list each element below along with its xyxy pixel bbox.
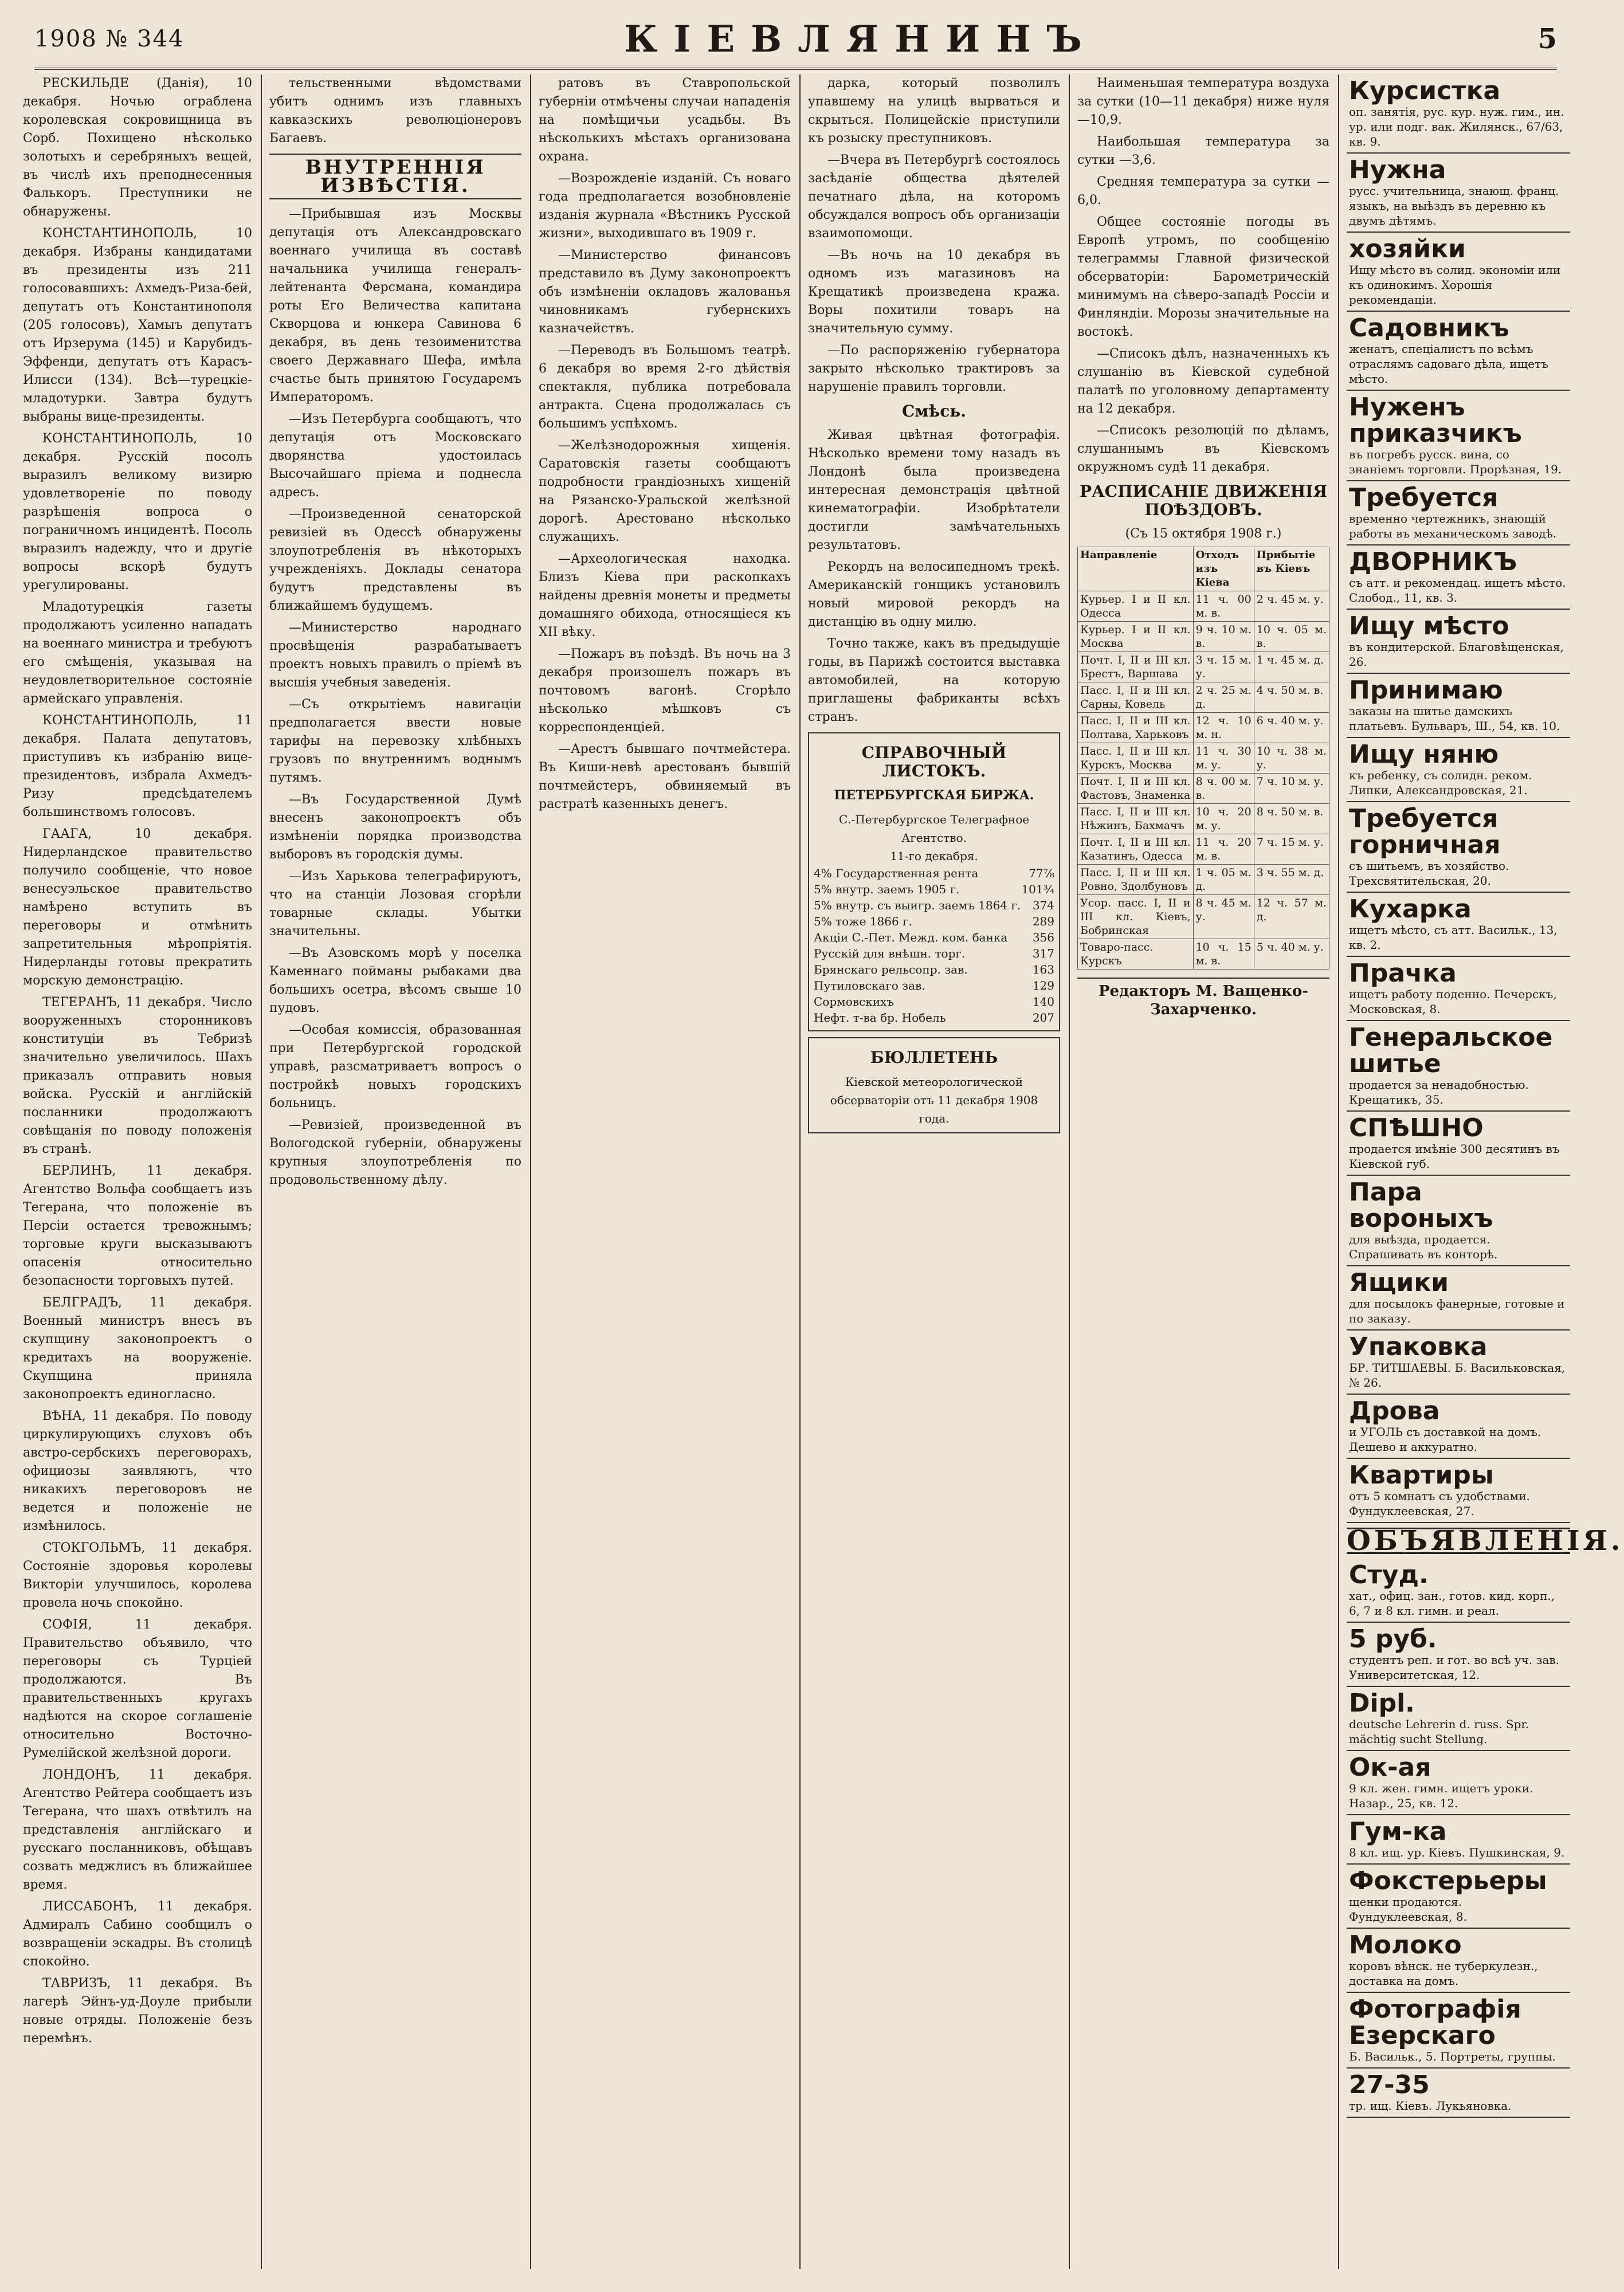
- quote-value: 207: [1032, 1011, 1054, 1025]
- column-divider: [1338, 74, 1339, 2269]
- article-paragraph: —Возрожденіе изданій. Съ новаго года предполагается возобновленіе изданія журнала «Вѣстникъ Русской жизни», выходившаго въ 1909 г.: [539, 171, 791, 241]
- timetable-cell: Почт. I, II и III кл. Фастовъ, Знаменка: [1078, 774, 1194, 804]
- birzha-subtitle: С.-Петербургское Телеграфное Агентство.: [838, 813, 1030, 845]
- editor-line: Редакторъ М. Ващенко-Захарченко.: [1077, 978, 1329, 1022]
- timetable-cell: Усор. пасс. I, II и III кл. Кіевъ, Бобринская: [1078, 895, 1194, 939]
- ad-headline: Ок-ая: [1349, 1753, 1431, 1782]
- ad-text: студентъ реп. и гот. во всѣ уч. зав. Университетская, 12.: [1349, 1653, 1560, 1682]
- article-paragraph: Средняя температура за сутки —6,0.: [1077, 175, 1329, 207]
- classified-ad: [1347, 1623, 1570, 1687]
- ad-headline: 27-35: [1349, 2070, 1430, 2099]
- article-paragraph: Общее состояніе погоды въ Европѣ утромъ, по сообщенію телеграммы Главной физической обсерваторіи: Барометрическій минимумъ на сѣверо-западѣ Россіи и Финляндіи. Морозы значительные на востокѣ.: [1077, 215, 1329, 339]
- classified-ad: [1347, 1993, 1570, 2069]
- ad-text: 8 кл. ищ. ур. Кіевъ. Пушкинская, 9.: [1349, 1846, 1565, 1859]
- article-paragraph: —Археологическая находка. Близъ Кіева при раскопкахъ найдены древнія монеты и предметы домашняго обихода, относящіеся къ XII вѣку.: [539, 552, 791, 639]
- ad-text: заказы на шитье дамскихъ платьевъ. Бульваръ, Ш., 54, кв. 10.: [1349, 704, 1560, 733]
- classified-ad: [1347, 1395, 1570, 1459]
- article-paragraph: —Прибывшая изъ Москвы депутація отъ Александровскаго военнаго училища въ составѣ начальника училища генералъ-лейтенанта Ферсмана, командира роты Его Величества капитана Скворцова и юнкера Савинова 6 декабря, въ день тезоименитства своего Державнаго Шефа, имѣла счастье быть принятою Государемъ Императоромъ.: [269, 207, 521, 405]
- timetable-cell: Курьер. I и II кл. Москва: [1078, 622, 1194, 652]
- column-divider: [799, 74, 801, 2269]
- spravochny-box: [808, 732, 1060, 1031]
- ad-headline: Dipl.: [1349, 1689, 1415, 1718]
- quote-name: Акціи С.-Пет. Межд. ком. банка: [814, 931, 1008, 944]
- timetable-cell: 11 ч. 20 м. в.: [1193, 834, 1254, 865]
- ad-text: щенки продаются. Фундуклеевская, 8.: [1349, 1895, 1467, 1924]
- ad-headline: ДВОРНИКЪ: [1349, 547, 1517, 576]
- article-paragraph: ГААГА, 10 декабря. Нидерландское правительство получило сообщеніе, что новое венесуэльское правительство намѣрено вступить въ переговоры и отмѣнить запретительныя мѣропріятія. Нидерланды готовы прекратить морскую демонстрацію.: [23, 827, 252, 988]
- timetable-cell: 5 ч. 40 м. у.: [1254, 939, 1329, 970]
- article-paragraph: Наименьшая температура воздуха за сутки (10—11 декабря) ниже нуля —10,9.: [1077, 76, 1329, 127]
- quote-row: [814, 978, 1054, 994]
- article-paragraph: ЛОНДОНЪ, 11 декабря. Агентство Рейтера сообщаетъ изъ Тегерана, что шахъ отвѣтилъ на представленія англійскаго и русскаго посланниковъ, обѣщавъ созвать меджлисъ въ ближайшее время.: [23, 1768, 252, 1892]
- ad-headline: Фокстерьеры: [1349, 1866, 1547, 1895]
- classified-ad: [1347, 1176, 1570, 1266]
- ad-headline: Требуется: [1349, 483, 1499, 512]
- column-4: [808, 74, 1060, 2269]
- ad-headline: Ищу мѣсто: [1349, 611, 1509, 641]
- classified-ad: [1347, 391, 1570, 481]
- timetable-cell: 2 ч. 25 м. д.: [1193, 682, 1254, 713]
- page-number: 5: [1537, 23, 1557, 55]
- section-heading: Смѣсь.: [901, 402, 967, 421]
- article-paragraph: Наибольшая температура за сутки —3,6.: [1077, 135, 1329, 167]
- smes-paragraph: Точно также, какъ въ предыдущіе годы, въ Парижѣ состоится выставка автомобилей, на которую приглашены фабриканты всѣхъ странъ.: [808, 637, 1060, 724]
- birzha-date: 11-го декабря.: [890, 849, 978, 863]
- quote-row: [814, 929, 1054, 945]
- article-paragraph: —Министерство финансовъ представило въ Думу законопроектъ объ измѣненіи окладовъ жалованья чиновникамъ губернскихъ казначействъ.: [539, 248, 791, 336]
- ad-headline: СПѢШНО: [1349, 1113, 1484, 1143]
- article-paragraph: —Ревизіей, произведенной въ Вологодской губерніи, обнаружены крупныя злоупотребленія по продовольственному дѣлу.: [269, 1118, 521, 1187]
- timetable-title: РАСПИСАНІЕ ДВИЖЕНІЯ ПОѢЗДОВЪ.: [1079, 482, 1328, 519]
- classified-ad: [1347, 481, 1570, 545]
- quote-name: 5% внутр. заемъ 1905 г.: [814, 882, 960, 896]
- ad-headline: Квартиры: [1349, 1461, 1494, 1490]
- article-paragraph: —Желѣзнодорожныя хищенія. Саратовскія газеты сообщаютъ подробности грандіозныхъ хищеній на Рязанско-Уральской желѣзной дорогѣ. Арестовано нѣсколько служащихъ.: [539, 438, 791, 544]
- article-paragraph: Младотурецкія газеты продолжаютъ усиленно нападать на военнаго министра и требуютъ его смѣщенія, указывая на неудовлетворительное состояніе армейскаго управленія.: [23, 600, 252, 706]
- announcements-heading: ОБЪЯВЛЕНІЯ.: [1347, 1525, 1624, 1557]
- timetable-cell: Пасс. I, II и III кл. Курскъ, Москва: [1078, 743, 1194, 774]
- timetable-row: [1078, 682, 1329, 713]
- quote-row: [814, 881, 1054, 897]
- column-ads: [1347, 74, 1624, 2269]
- classified-ad: [1347, 312, 1570, 391]
- quote-row: [814, 994, 1054, 1010]
- ad-headline: Фотографія Езерскаго: [1349, 1995, 1521, 2050]
- timetable-row: [1078, 591, 1329, 622]
- classified-ad: [1347, 957, 1570, 1021]
- classified-ad: [1347, 545, 1570, 610]
- ad-headline: Дрова: [1349, 1396, 1440, 1426]
- timetable-cell: 10 ч. 20 м. у.: [1193, 804, 1254, 834]
- timetable-cell: 3 ч. 15 м. у.: [1193, 652, 1254, 682]
- article-paragraph: —По распоряженію губернатора закрыто нѣсколько трактировъ за нарушеніе правилъ торговли.: [808, 343, 1060, 394]
- classified-ad: [1347, 1559, 1570, 1623]
- timetable-row: [1078, 743, 1329, 774]
- timetable-cell: 7 ч. 15 м. у.: [1254, 834, 1329, 865]
- quote-row: [814, 1010, 1054, 1026]
- quote-row: [814, 945, 1054, 961]
- quote-value: 129: [1032, 979, 1054, 992]
- article-paragraph: БЕРЛИНЪ, 11 декабря. Агентство Вольфа сообщаетъ изъ Тегерана, что положеніе въ Персіи остается тревожнымъ; торговые круги высказываютъ опасенія относительно безопасности торговыхъ путей.: [23, 1164, 252, 1288]
- timetable-cell: 6 ч. 40 м. у.: [1254, 713, 1329, 743]
- ad-headline: Ящики: [1349, 1268, 1449, 1297]
- smes-paragraph: Живая цвѣтная фотографія. Нѣсколько времени тому назадъ въ Лондонѣ была произведена интересная демонстрація цвѣтной кинематографіи. Изобрѣтатели достигли замѣчательныхъ результатовъ.: [808, 428, 1060, 552]
- article-paragraph: —Въ Азовскомъ морѣ у поселка Каменнаго пойманы рыбаками два большихъ осетра, вѣсомъ свыше 10 пудовъ.: [269, 946, 521, 1015]
- timetable-row: [1078, 774, 1329, 804]
- article-paragraph: —Списокъ резолюцій по дѣламъ, слушаннымъ въ Кіевскомъ окружномъ судѣ 11 декабря.: [1077, 423, 1329, 474]
- ad-headline: Генеральское шитье: [1349, 1023, 1553, 1078]
- article-paragraph: —Переводъ въ Большомъ театрѣ. 6 декабря во время 2-го дѣйствія спектакля, публика потребовала антракта. Сцена продолжалась съ большимъ успѣхомъ.: [539, 343, 791, 431]
- smes-paragraph: Рекордъ на велосипедномъ трекѣ. Американскій гонщикъ установилъ новый мировой рекордъ на дистанцію въ одну милю.: [808, 560, 1060, 629]
- quote-name: Путиловскаго зав.: [814, 979, 925, 992]
- ad-headline: 5 руб.: [1349, 1624, 1437, 1654]
- ad-text: въ кондитерской. Благовѣщенская, 26.: [1349, 640, 1564, 669]
- column-divider: [1069, 74, 1070, 2269]
- article-paragraph: ЛИССАБОНЪ, 11 декабря. Адмиралъ Сабино сообщилъ о возвращеніи эскадры. Въ столицѣ спокойно.: [23, 1899, 252, 1969]
- bulletin-title: БЮЛЛЕТЕНЬ: [870, 1048, 998, 1067]
- quote-value: 101¾: [1021, 882, 1054, 896]
- timetable-cell: 10 ч. 38 м. у.: [1254, 743, 1329, 774]
- timetable-cell: Курьер. I и II кл. Одесса: [1078, 591, 1194, 622]
- quote-name: 5% внутр. съ выигр. заемъ 1864 г.: [814, 898, 1021, 912]
- ad-headline: Кухарка: [1349, 894, 1472, 924]
- article-paragraph: КОНСТАНТИНОПОЛЬ, 11 декабря. Палата депутатовъ, приступивъ къ избранію вице-президентовъ, избрала Ахмедъ-Ризу предсѣдателемъ большинствомъ голосовъ.: [23, 713, 252, 819]
- timetable-cell: 3 ч. 55 м. д.: [1254, 865, 1329, 895]
- article-paragraph: —Въ ночь на 10 декабря въ одномъ изъ магазиновъ на Крещатикѣ произведена кража. Воры похитили товаръ на значительную сумму.: [808, 248, 1060, 336]
- article-paragraph: РЕСКИЛЬДЕ (Данія), 10 декабря. Ночью ограблена королевская сокровищница въ Сорб. Похищено нѣсколько золотыхъ и серебряныхъ вещей, въ числѣ ихъ преподнесенныя Фалькоръ. Преступники не обнаружены.: [23, 76, 252, 219]
- classified-ad: [1347, 610, 1570, 674]
- ad-headline: Гум-ка: [1349, 1817, 1447, 1846]
- classified-ad: [1347, 802, 1570, 893]
- timetable-cell: 11 ч. 30 м. у.: [1193, 743, 1254, 774]
- quote-row: [814, 961, 1054, 978]
- column-3: [539, 74, 791, 2269]
- timetable-cell: Почт. I, II и III кл. Казатинъ, Одесса: [1078, 834, 1194, 865]
- quote-name: Сормовскихъ: [814, 995, 895, 1008]
- classified-ad: [1347, 233, 1570, 312]
- timetable-row: [1078, 804, 1329, 834]
- timetable-cell: 12 ч. 10 м. н.: [1193, 713, 1254, 743]
- ad-headline: Садовникъ: [1349, 313, 1509, 343]
- article-paragraph: КОНСТАНТИНОПОЛЬ, 10 декабря. Избраны кандидатами въ президенты изъ 211 голосовавшихъ: Ахмедъ-Риза-бей, депутатъ отъ Константинополя (205 голосовъ), Хамыъ депутатъ отъ Ирзерума (145) и Карубидъ-Эффенди, депутатъ отъ Карасъ-Илисси (134). Всѣ—турецкіе-младотурки. Завтра будутъ выбраны вице-президенты.: [23, 226, 252, 424]
- classified-ad: [1347, 1815, 1570, 1865]
- timetable-cell: Пасс. I, II и III кл. Полтава, Харьковъ: [1078, 713, 1194, 743]
- quote-value: 356: [1032, 931, 1054, 944]
- issue-number: 1908 № 344: [34, 26, 185, 52]
- article-paragraph: —Произведенной сенаторской ревизіей въ Одессѣ обнаружены злоупотребленія въ нѣкоторыхъ учрежденіяхъ. Доклады сенатора будутъ представлены въ ближайшемъ будущемъ.: [269, 507, 521, 613]
- article-paragraph: —Пожаръ въ поѣздѣ. Въ ночь на 3 декабря произошелъ пожаръ въ почтовомъ вагонѣ. Сгорѣло нѣсколько мѣшковъ съ корреспонденціей.: [539, 647, 791, 735]
- ad-text: съ шитьемъ, въ хозяйство. Трехсвятительская, 20.: [1349, 859, 1509, 888]
- quote-value: 289: [1032, 915, 1054, 928]
- timetable-cell: 7 ч. 10 м. у.: [1254, 774, 1329, 804]
- ad-text: русс. учительница, знающ. франц. языкъ, на выѣздъ въ деревню къ двумъ дѣтямъ.: [1349, 184, 1559, 227]
- ad-text: продается за ненадобностью. Крещатикъ, 35.: [1349, 1078, 1529, 1106]
- page-header: [34, 10, 1557, 70]
- ad-headline: Нужна: [1349, 155, 1446, 185]
- classified-ad: [1347, 1112, 1570, 1176]
- ad-headline: Требуется горничная: [1349, 804, 1501, 859]
- classified-ad: [1347, 674, 1570, 738]
- quote-value: 374: [1032, 898, 1054, 912]
- train-timetable: [1077, 547, 1329, 970]
- ad-headline: хозяйки: [1349, 234, 1466, 264]
- timetable-cell: 11 ч. 00 м. в.: [1193, 591, 1254, 622]
- article-paragraph: ВѢНА, 11 декабря. По поводу циркулирующихъ слуховъ объ австро-сербскихъ переговорахъ, официозы заявляютъ, что никакихъ переговоровъ не ведется и положеніе не измѣнилось.: [23, 1409, 252, 1533]
- article-paragraph: КОНСТАНТИНОПОЛЬ, 10 декабря. Русскій посолъ выразилъ великому визирю удовлетвореніе по поводу разрѣшенія вопроса о пограничномъ инцидентѣ. Посоль выразилъ надежду, что и другіе вопросы вскорѣ будутъ урегулированы.: [23, 431, 252, 592]
- timetable-header: Направленіе: [1078, 547, 1194, 591]
- bulletin-box: [808, 1037, 1060, 1133]
- ad-headline: Прачка: [1349, 959, 1457, 988]
- classified-ad: [1347, 1929, 1570, 1993]
- ad-text: съ атт. и рекомендац. ищетъ мѣсто. Слобод., 11, кв. 3.: [1349, 576, 1566, 605]
- ad-text: оп. занятія, рус. кур. нуж. гим., ин. ур. или подг. вак. Жилянск., 67/63, кв. 9.: [1349, 105, 1564, 148]
- article-paragraph: —Вчера въ Петербургѣ состоялось засѣданіе общества дѣятелей печатнаго дѣла, на которомъ обсуждался вопросъ объ организаціи взаимопомощи.: [808, 153, 1060, 241]
- article-paragraph: —Министерство народнаго просвѣщенія разрабатываетъ проектъ новыхъ правилъ о пріемѣ въ высшія учебныя заведенія.: [269, 621, 521, 690]
- ad-text: ищетъ работу поденно. Печерскъ, Московская, 8.: [1349, 987, 1557, 1016]
- quote-row: [814, 913, 1054, 929]
- column-1: [23, 74, 252, 2269]
- article-paragraph: дарка, который позволилъ упавшему на улицѣ вырваться и скрыться. Полицейскіе приступили къ розыску преступниковъ.: [808, 76, 1060, 146]
- newspaper-title: КІЕВЛЯНИНЪ: [624, 17, 1098, 61]
- timetable-cell: 8 ч. 00 м. в.: [1193, 774, 1254, 804]
- quote-name: Русскій для внѣшн. торг.: [814, 947, 966, 960]
- article-paragraph: —Особая комиссія, образованная при Петербургской городской управѣ, разсматриваетъ вопросъ о постройкѣ новыхъ городскихъ больницъ.: [269, 1023, 521, 1110]
- ad-headline: Нуженъ приказчикъ: [1349, 393, 1522, 448]
- timetable-cell: Почт. I, II и III кл. Брестъ, Варшава: [1078, 652, 1194, 682]
- ad-text: отъ 5 комнатъ съ удобствами. Фундуклеевская, 27.: [1349, 1489, 1530, 1518]
- ad-text: временно чертежникъ, знающій работы въ механическомъ заводѣ.: [1349, 512, 1557, 540]
- quote-value: 317: [1032, 947, 1054, 960]
- timetable-cell: Пасс. I, II и III кл. Нѣжинъ, Бахмачъ: [1078, 804, 1194, 834]
- quote-row: [814, 897, 1054, 913]
- article-paragraph: —Арестъ бывшаго почтмейстера. Въ Киши-невѣ арестованъ бывшій почтмейстеръ, обвиняемый въ растратѣ казенныхъ денегъ.: [539, 742, 791, 811]
- ad-text: тр. ищ. Кіевъ. Лукьяновка.: [1349, 2099, 1512, 2113]
- quote-name: Брянскаго рельсопр. зав.: [814, 963, 968, 976]
- article-paragraph: —Изъ Петербурга сообщаютъ, что депутація отъ Московскаго дворянства удостоилась Высочайшаго пріема и поднесла адресъ.: [269, 412, 521, 500]
- ad-headline: Курсистка: [1349, 76, 1501, 105]
- timetable-cell: 12 ч. 57 м. д.: [1254, 895, 1329, 939]
- timetable-cell: 4 ч. 50 м. в.: [1254, 682, 1329, 713]
- timetable-header: Прибытіе въ Кіевъ: [1254, 547, 1329, 591]
- quote-value: 140: [1032, 995, 1054, 1008]
- ad-text: ищетъ мѣсто, съ атт. Васильк., 13, кв. 2.: [1349, 923, 1558, 952]
- column-2: [269, 74, 521, 2269]
- classified-ad: [1347, 1331, 1570, 1395]
- article-paragraph: тельственными вѣдомствами убитъ однимъ изъ главныхъ кавказскихъ революціонеровъ Багаевъ.: [269, 76, 521, 146]
- article-paragraph: —Съ открытіемъ навигаціи предполагается ввести новые тарифы на перевозку хлѣбныхъ грузовъ по внутреннимъ воднымъ путямъ.: [269, 697, 521, 785]
- timetable-cell: 10 ч. 15 м. в.: [1193, 939, 1254, 970]
- birzha-title: ПЕТЕРБУРГСКАЯ БИРЖА.: [834, 788, 1034, 803]
- ad-headline: Студ.: [1349, 1560, 1429, 1590]
- ad-text: deutsche Lehrerin d. russ. Spr. mächtig sucht Stellung.: [1349, 1717, 1529, 1746]
- ad-text: женатъ, спеціалистъ по всѣмъ отраслямъ садоваго дѣла, ищетъ мѣсто.: [1349, 342, 1548, 386]
- ad-headline: Молоко: [1349, 1930, 1462, 1960]
- quote-name: 5% тоже 1866 г.: [814, 915, 912, 928]
- timetable-cell: 10 ч. 05 м. в.: [1254, 622, 1329, 652]
- timetable-cell: 8 ч. 50 м. в.: [1254, 804, 1329, 834]
- article-paragraph: —Списокъ дѣлъ, назначенныхъ къ слушанію въ Кіевской судебной палатѣ по уголовному департаменту на 12 декабря.: [1077, 347, 1329, 416]
- ad-text: коровъ вѣнск. не туберкулезн., доставка на домъ.: [1349, 1959, 1538, 1988]
- ad-text: для выѣзда, продается. Спрашивать въ конторѣ.: [1349, 1233, 1498, 1261]
- article-paragraph: ТАВРИЗЪ, 11 декабря. Въ лагерѣ Эйнъ-уд-Доуле прибыли новые отряды. Положеніе безъ перемѣнъ.: [23, 1976, 252, 2046]
- ad-headline: Упаковка: [1349, 1332, 1488, 1361]
- spravochny-title: СПРАВОЧНЫЙ ЛИСТОКЪ.: [861, 743, 1007, 780]
- ad-headline: Пара вороныхъ: [1349, 1178, 1493, 1233]
- classified-ad: [1347, 74, 1570, 154]
- ad-text: къ ребенку, съ солидн. реком. Липки, Александровская, 21.: [1349, 768, 1532, 797]
- quote-name: Нефт. т-ва бр. Нобель: [814, 1011, 946, 1025]
- timetable-subtitle: (Съ 15 октября 1908 г.): [1125, 527, 1282, 541]
- timetable-cell: Пасс. I, II и III кл. Ровно, Здолбуновъ: [1078, 865, 1194, 895]
- ad-headline: Ищу няню: [1349, 740, 1499, 769]
- ad-text: БР. ТИТШАЕВЫ. Б. Васильковская, № 26.: [1349, 1361, 1566, 1390]
- classified-ad: [1347, 1459, 1570, 1523]
- classified-ad: [1347, 154, 1570, 233]
- timetable-row: [1078, 622, 1329, 652]
- timetable-row: [1078, 939, 1329, 970]
- classified-ad: [1347, 1021, 1570, 1112]
- ad-text: 9 кл. жен. гимн. ищетъ уроки. Назар., 25, кв. 12.: [1349, 1781, 1533, 1810]
- timetable-row: [1078, 834, 1329, 865]
- ad-headline: Принимаю: [1349, 676, 1503, 705]
- column-divider: [261, 74, 262, 2269]
- timetable-row: [1078, 865, 1329, 895]
- classified-ad: [1347, 1687, 1570, 1751]
- article-paragraph: СОФІЯ, 11 декабря. Правительство объявило, что переговоры съ Турціей продолжаются. Въ правительственныхъ кругахъ надѣются на скорое соглашеніе относительно Восточно-Румелійской желѣзной дороги.: [23, 1618, 252, 1760]
- article-paragraph: БЕЛГРАДЪ, 11 декабря. Военный министръ внесъ въ скупщину законопроектъ о кредитахъ на вооруженіе. Скупщина приняла законопроектъ единогласно.: [23, 1296, 252, 1402]
- timetable-cell: 1 ч. 45 м. д.: [1254, 652, 1329, 682]
- article-paragraph: ратовъ въ Ставропольской губерніи отмѣчены случаи нападенія на помѣщичьи усадьбы. Въ нѣсколькихъ мѣстахъ организована охрана.: [539, 76, 791, 164]
- ad-text: для посылокъ фанерные, готовые и по заказу.: [1349, 1297, 1565, 1325]
- timetable-row: [1078, 895, 1329, 939]
- classified-ad: [1347, 1751, 1570, 1815]
- timetable-cell: 2 ч. 45 м. у.: [1254, 591, 1329, 622]
- article-paragraph: —Изъ Харькова телеграфируютъ, что на станціи Лозовая сгорѣли товарные склады. Убытки значительны.: [269, 869, 521, 939]
- timetable-header: Отходъ изъ Кіева: [1193, 547, 1254, 591]
- ad-text: продается имѣніе 300 десятинъ въ Кіевской губ.: [1349, 1142, 1560, 1171]
- bulletin-subtitle: Кіевской метеорологической обсерваторіи отъ 11 декабря 1908 года.: [830, 1075, 1038, 1125]
- article-paragraph: ТЕГЕРАНЪ, 11 декабря. Число вооруженныхъ сторонниковъ конституціи въ Тебризѣ значительно увеличилось. Шахъ приказалъ отправить новыя войска. Русскій и англійскій посланники продолжаютъ совѣщанія по поводу положенія въ странѣ.: [23, 995, 252, 1156]
- article-paragraph: СТОКГОЛЬМЪ, 11 декабря. Состояніе здоровья королевы Викторіи улучшилось, королева провела ночь спокойно.: [23, 1541, 252, 1610]
- timetable-cell: 8 ч. 45 м. у.: [1193, 895, 1254, 939]
- timetable-row: [1078, 652, 1329, 682]
- quote-name: 4% Государственная рента: [814, 866, 979, 880]
- quote-value: 163: [1032, 963, 1054, 976]
- column-divider: [530, 74, 531, 2269]
- classified-ad: [1347, 1266, 1570, 1331]
- timetable-cell: 9 ч. 10 м. в.: [1193, 622, 1254, 652]
- ad-text: и УГОЛЬ съ доставкой на домъ. Дешево и аккуратно.: [1349, 1425, 1541, 1454]
- ad-text: Ищу мѣсто въ солид. экономіи или къ одинокимъ. Хорошія рекомендаціи.: [1349, 263, 1561, 307]
- quote-value: 77⅞: [1029, 866, 1054, 880]
- ad-text: въ погребъ русск. вина, со знаніемъ торговли. Прорѣзная, 19.: [1349, 448, 1562, 476]
- ad-text: хат., офиц. зан., готов. кид. корп., 6, 7 и 8 кл. гимн. и реал.: [1349, 1589, 1555, 1618]
- timetable-cell: 1 ч. 05 м. д.: [1193, 865, 1254, 895]
- classified-ad: [1347, 738, 1570, 802]
- classified-ad: [1347, 1865, 1570, 1929]
- classified-ad: [1347, 2069, 1570, 2118]
- column-5: [1077, 74, 1329, 2269]
- timetable-row: [1078, 713, 1329, 743]
- article-paragraph: —Въ Государственной Думѣ внесенъ законопроектъ объ измѣненіи порядка производства выборовъ въ городскія думы.: [269, 792, 521, 862]
- classified-ad: [1347, 893, 1570, 957]
- section-heading: ВНУТРЕННІЯ ИЗВѢСТІЯ.: [269, 154, 521, 199]
- ad-text: Б. Васильк., 5. Портреты, группы.: [1349, 2050, 1556, 2063]
- timetable-cell: Товаро-пасс. Курскъ: [1078, 939, 1194, 970]
- quote-row: [814, 865, 1054, 881]
- timetable-cell: Пасс. I, II и III кл. Сарны, Ковель: [1078, 682, 1194, 713]
